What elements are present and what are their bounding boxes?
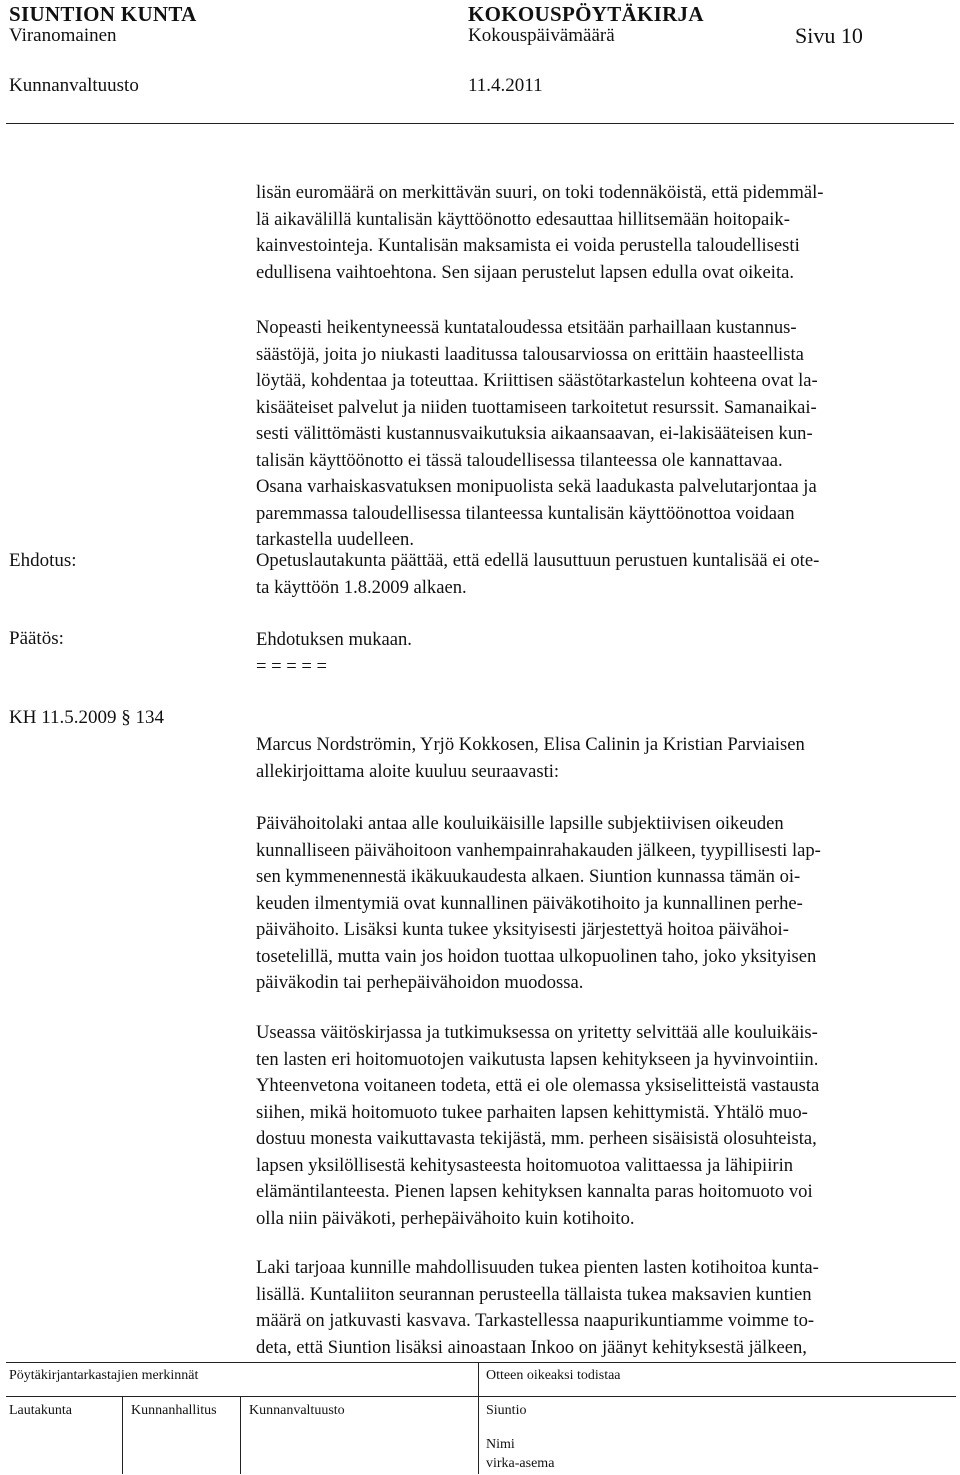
authority-label: Viranomainen — [9, 25, 117, 46]
signature-footer — [0, 1360, 960, 1475]
header-divider — [6, 123, 954, 124]
text-line: ten lasten eri hoitomuotojen vaikutusta lapsen kehitykseen ja hyvinvointiin. — [256, 1048, 819, 1070]
page-number: Sivu 10 — [795, 23, 863, 48]
text-line: säästöjä, joita jo niukasti laaditussa talousarviossa on erittäin haasteellista — [256, 343, 804, 365]
text-line: sesti välittömästi kustannusvaikutuksia aikaansaavan, ei-lakisääteisen kun- — [256, 423, 813, 444]
decision-text — [256, 627, 946, 680]
text-line: Laki tarjoaa kunnille mahdollisuuden tukea pienten lasten kotihoitoa kunta- — [256, 1257, 819, 1278]
text-line: tarkastella uudelleen. — [256, 529, 414, 550]
text-line: kunnalliseen päivähoitoon vanhempainrahakauden jälkeen, tyypillisesti lap- — [256, 839, 821, 861]
text-line: elämäntilanteesta. Pienen lapsen kehityksen kannalta paras hoitomuoto voi — [256, 1181, 813, 1202]
text-line: löytää, kohdentaa ja toteuttaa. Kriittisen säästötarkastelun kohteena ovat la- — [256, 370, 818, 391]
proposal-text — [256, 548, 946, 601]
text-line: Nopeasti heikentyneessä kuntataloudessa etsitään parhaillaan kustannus- — [256, 317, 797, 338]
reference-label: KH 11.5.2009 § 134 — [9, 707, 164, 728]
text-line: keuden ilmentymiä ovat kunnallinen päiväkotihoito ja kunnallinen perhe- — [256, 892, 803, 914]
text-line: edullisena vaihtoehtona. Sen sijaan perustelut lapsen edulla ovat oikeita. — [256, 261, 795, 283]
text-line: kainvestointeja. Kuntalisän maksamista ei voida perustella taloudellisesti — [256, 235, 800, 256]
signature-col-kunnanvaltuusto: Kunnanvaltuusto — [249, 1403, 345, 1418]
text-line: talisän käyttöönotto ei tässä taloudellisessa tilanteessa ole kannattavaa. — [256, 449, 783, 471]
text-line: Useassa väitöskirjassa ja tutkimuksessa on yritetty selvittää alle kouluikäis- — [256, 1022, 818, 1043]
name-label: Nimi — [486, 1437, 515, 1452]
text-line: ta käyttöön 1.8.2009 alkaen. — [256, 576, 467, 598]
paragraph-3 — [256, 732, 946, 785]
text-line: Yhteenvetona voitaneen todeta, että ei ole olemassa yksiselitteistä vastausta — [256, 1075, 820, 1096]
text-line: kisääteiset palvelut ja niiden tuottamiseen tarkoitetut resurssit. Samanaikai- — [256, 396, 817, 418]
title-label: virka-asema — [486, 1456, 555, 1471]
text-line: dostuu monesta vaikuttavasta tekijästä, mm. perheen sisäisistä olosuhteista, — [256, 1128, 817, 1149]
checkers-label: Pöytäkirjantarkastajien merkinnät — [9, 1368, 199, 1383]
signature-col-kunnanhallitus: Kunnanhallitus — [131, 1403, 217, 1418]
decision-label: Päätös: — [9, 628, 64, 649]
text-line: lisällä. Kuntaliiton seurannan perusteella tällaista tukea maksavien kuntien — [256, 1283, 812, 1305]
meeting-date: 11.4.2011 — [468, 75, 543, 96]
text-line: päiväkodin tai perhepäivähoidon muodossa. — [256, 972, 584, 993]
text-line: Ehdotuksen mukaan. — [256, 629, 412, 650]
text-line: paremmassa taloudellisessa tilanteessa kuntalisän käyttöönottoa voidaan — [256, 502, 795, 524]
text-line: päivähoito. Lisäksi kunta tukee yksityisesti järjestettyä hoitoa päivähoi- — [256, 919, 789, 940]
text-line: deta, että Siuntion lisäksi ainoastaan Inkoo on jäänyt kehityksestä jälkeen, — [256, 1336, 807, 1358]
authority: Kunnanvaltuusto — [9, 75, 139, 96]
municipality-name: SIUNTION KUNTA — [9, 2, 197, 26]
paragraph-6 — [256, 1255, 946, 1361]
paragraph-2 — [256, 315, 946, 554]
paragraph-1 — [256, 180, 946, 286]
text-line: siihen, mikä hoitomuoto tukee parhaiten lapsen kehittymistä. Yhtälö muo- — [256, 1101, 808, 1123]
place-label: Siuntio — [486, 1403, 527, 1418]
paragraph-4 — [256, 811, 946, 997]
footer-mid-rule — [6, 1396, 956, 1397]
text-line: lapsen yksilöllisestä kehitysasteesta hoitomuotoa valittaessa ja lähipiirin — [256, 1154, 794, 1176]
text-line: lisän euromäärä on merkittävän suuri, on toki todennäköistä, että pidemmäl- — [256, 182, 824, 203]
paragraph-5 — [256, 1020, 946, 1232]
text-line: tosetelillä, mutta vain jos hoidon tuottaa ulkopuolinen taho, joko yksityisen — [256, 945, 817, 967]
text-line: allekirjoittama aloite kuuluu seuraavasti: — [256, 760, 560, 782]
text-line: Opetuslautakunta päättää, että edellä lausuttuun perustuen kuntalisää ei ote- — [256, 550, 820, 571]
text-line: Päivähoitolaki antaa alle kouluikäisille lapsille subjektiivisen oikeuden — [256, 813, 784, 834]
certified-label: Otteen oikeaksi todistaa — [486, 1368, 621, 1383]
footer-col-divider — [240, 1396, 241, 1474]
footer-col-divider — [478, 1362, 479, 1474]
text-line: sen kymmenennestä ikäkuukaudesta alkaen. Siuntion kunnassa tämän oi- — [256, 866, 801, 887]
text-line: olla niin päiväkoti, perhepäivähoito kuin kotihoito. — [256, 1207, 635, 1229]
footer-col-divider — [122, 1396, 123, 1474]
signature-col-lautakunta: Lautakunta — [9, 1403, 72, 1418]
text-line: lä aikavälillä kuntalisän käyttöönotto edesauttaa hillitsemään hoitopaik- — [256, 208, 790, 230]
meeting-date-label: Kokouspäivämäärä — [468, 25, 615, 46]
text-line: Osana varhaiskasvatuksen monipuolista sekä laadukasta palvelutarjontaa ja — [256, 476, 817, 497]
footer-top-rule — [6, 1362, 956, 1363]
text-line: Marcus Nordströmin, Yrjö Kokkosen, Elisa Calinin ja Kristian Parviaisen — [256, 734, 805, 755]
text-line: määrä on jatkuvasti kasvava. Tarkastellessa naapurikuntiamme voimme to- — [256, 1310, 815, 1331]
section-separator: = = = = = — [256, 655, 328, 677]
document-type: KOKOUSPÖYTÄKIRJA — [468, 2, 704, 26]
proposal-label: Ehdotus: — [9, 550, 77, 571]
